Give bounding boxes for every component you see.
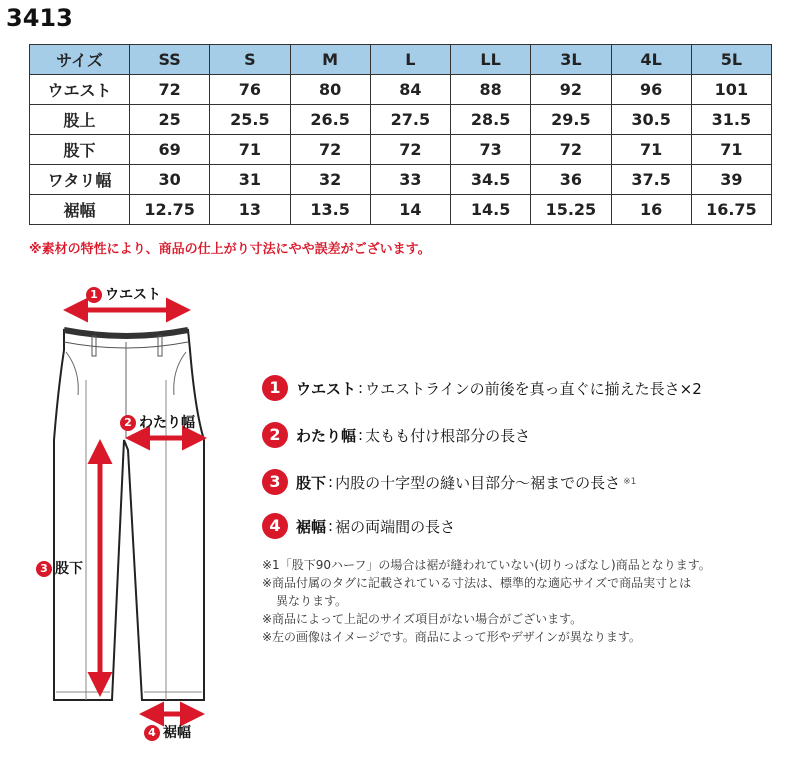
table-row bbox=[30, 135, 772, 165]
table-cell: 33 bbox=[370, 165, 450, 195]
table-cell: 37.5 bbox=[611, 165, 691, 195]
number-badge: 1 bbox=[262, 375, 288, 401]
definition-desc: 内股の十字型の縫い目部分〜裾までの長さ bbox=[335, 473, 621, 492]
table-cell: 88 bbox=[451, 75, 531, 105]
table-header-cell: 5L bbox=[691, 45, 771, 75]
table-header-cell: M bbox=[290, 45, 370, 75]
table-cell: 72 bbox=[130, 75, 210, 105]
table-cell: 14.5 bbox=[451, 195, 531, 225]
note-line: ※1「股下90ハーフ」の場合は裾が縫われていない(切りっぱなし)商品となります。 bbox=[262, 558, 711, 572]
size-table bbox=[29, 44, 772, 225]
table-cell: 30.5 bbox=[611, 105, 691, 135]
table-cell: 72 bbox=[370, 135, 450, 165]
footnote-mark: ※1 bbox=[623, 477, 637, 487]
table-header-cell: サイズ bbox=[30, 45, 130, 75]
row-label: 股下 bbox=[30, 135, 130, 165]
table-cell: 69 bbox=[130, 135, 210, 165]
callout-text: わたり幅 bbox=[139, 415, 195, 431]
row-label: 裾幅 bbox=[30, 195, 130, 225]
callout-text: ウエスト bbox=[105, 287, 161, 303]
definition-desc: 裾の両端間の長さ bbox=[335, 517, 456, 536]
notes-block bbox=[262, 556, 782, 646]
table-cell: 29.5 bbox=[531, 105, 611, 135]
table-cell: 32 bbox=[290, 165, 370, 195]
table-cell: 13 bbox=[210, 195, 290, 225]
table-header-cell: SS bbox=[130, 45, 210, 75]
table-cell: 72 bbox=[531, 135, 611, 165]
definition-term: わたり幅 bbox=[296, 426, 357, 445]
table-cell: 31.5 bbox=[691, 105, 771, 135]
table-cell: 34.5 bbox=[451, 165, 531, 195]
definition-item bbox=[262, 513, 455, 539]
definition-item bbox=[262, 422, 530, 448]
table-cell: 30 bbox=[130, 165, 210, 195]
table-cell: 39 bbox=[691, 165, 771, 195]
definition-separator: : bbox=[358, 426, 364, 444]
definition-term: ウエスト bbox=[296, 379, 357, 398]
table-cell: 16.75 bbox=[691, 195, 771, 225]
note-line: ※商品付属のタグに記載されている寸法は、標準的な適応サイズで商品実寸とは bbox=[262, 576, 692, 590]
number-badge: 1 bbox=[86, 287, 102, 303]
pants-outline bbox=[54, 330, 204, 700]
number-badge: 4 bbox=[144, 725, 160, 741]
table-row bbox=[30, 105, 772, 135]
number-badge: 3 bbox=[36, 561, 52, 577]
table-cell: 13.5 bbox=[290, 195, 370, 225]
table-cell: 25 bbox=[130, 105, 210, 135]
note-line: 異なります。 bbox=[276, 594, 348, 608]
definition-separator: : bbox=[328, 473, 334, 491]
table-row bbox=[30, 75, 772, 105]
definition-separator: : bbox=[328, 517, 334, 535]
note-line: ※左の画像はイメージです。商品によって形やデザインが異なります。 bbox=[262, 630, 641, 644]
table-header-cell: 4L bbox=[611, 45, 691, 75]
definition-term: 裾幅 bbox=[296, 517, 327, 536]
table-cell: 71 bbox=[611, 135, 691, 165]
table-cell: 71 bbox=[210, 135, 290, 165]
waistband bbox=[64, 330, 188, 336]
table-header-cell: LL bbox=[451, 45, 531, 75]
callout-waist bbox=[86, 284, 161, 304]
table-cell: 31 bbox=[210, 165, 290, 195]
number-badge: 4 bbox=[262, 513, 288, 539]
table-cell: 16 bbox=[611, 195, 691, 225]
row-label: ウエスト bbox=[30, 75, 130, 105]
row-label: 股上 bbox=[30, 105, 130, 135]
number-badge: 3 bbox=[262, 469, 288, 495]
table-cell: 14 bbox=[370, 195, 450, 225]
table-header-row bbox=[30, 45, 772, 75]
table-cell: 76 bbox=[210, 75, 290, 105]
table-cell: 72 bbox=[290, 135, 370, 165]
table-cell: 84 bbox=[370, 75, 450, 105]
row-label: ワタリ幅 bbox=[30, 165, 130, 195]
number-badge: 2 bbox=[262, 422, 288, 448]
note-line: ※商品によって上記のサイズ項目がない場合がございます。 bbox=[262, 612, 583, 626]
definition-desc: ウエストラインの前後を真っ直ぐに揃えた長さ×2 bbox=[365, 379, 702, 398]
pants-diagram bbox=[0, 270, 240, 782]
table-cell: 25.5 bbox=[210, 105, 290, 135]
callout-hem bbox=[144, 722, 191, 742]
number-badge: 2 bbox=[120, 415, 136, 431]
table-header-cell: S bbox=[210, 45, 290, 75]
pants-illustration bbox=[0, 270, 240, 782]
table-cell: 15.25 bbox=[531, 195, 611, 225]
definition-desc: 太もも付け根部分の長さ bbox=[365, 426, 531, 445]
product-code: 3413 bbox=[6, 4, 73, 32]
definition-term: 股下 bbox=[296, 473, 327, 492]
table-cell: 80 bbox=[290, 75, 370, 105]
table-cell: 92 bbox=[531, 75, 611, 105]
table-cell: 101 bbox=[691, 75, 771, 105]
table-row bbox=[30, 165, 772, 195]
definition-separator: : bbox=[358, 379, 364, 397]
definition-item bbox=[262, 469, 636, 495]
callout-text: 裾幅 bbox=[163, 725, 191, 741]
table-cell: 71 bbox=[691, 135, 771, 165]
table-cell: 12.75 bbox=[130, 195, 210, 225]
table-cell: 36 bbox=[531, 165, 611, 195]
callout-text: 股下 bbox=[55, 561, 83, 577]
table-row bbox=[30, 195, 772, 225]
callout-thigh bbox=[120, 412, 195, 432]
table-cell: 96 bbox=[611, 75, 691, 105]
table-cell: 73 bbox=[451, 135, 531, 165]
table-header-cell: L bbox=[370, 45, 450, 75]
table-cell: 26.5 bbox=[290, 105, 370, 135]
table-cell: 28.5 bbox=[451, 105, 531, 135]
table-header-cell: 3L bbox=[531, 45, 611, 75]
definition-item bbox=[262, 375, 702, 401]
table-cell: 27.5 bbox=[370, 105, 450, 135]
tolerance-note: ※素材の特性により、商品の仕上がり寸法にやや誤差がございます。 bbox=[29, 242, 431, 257]
callout-inseam bbox=[36, 558, 83, 578]
